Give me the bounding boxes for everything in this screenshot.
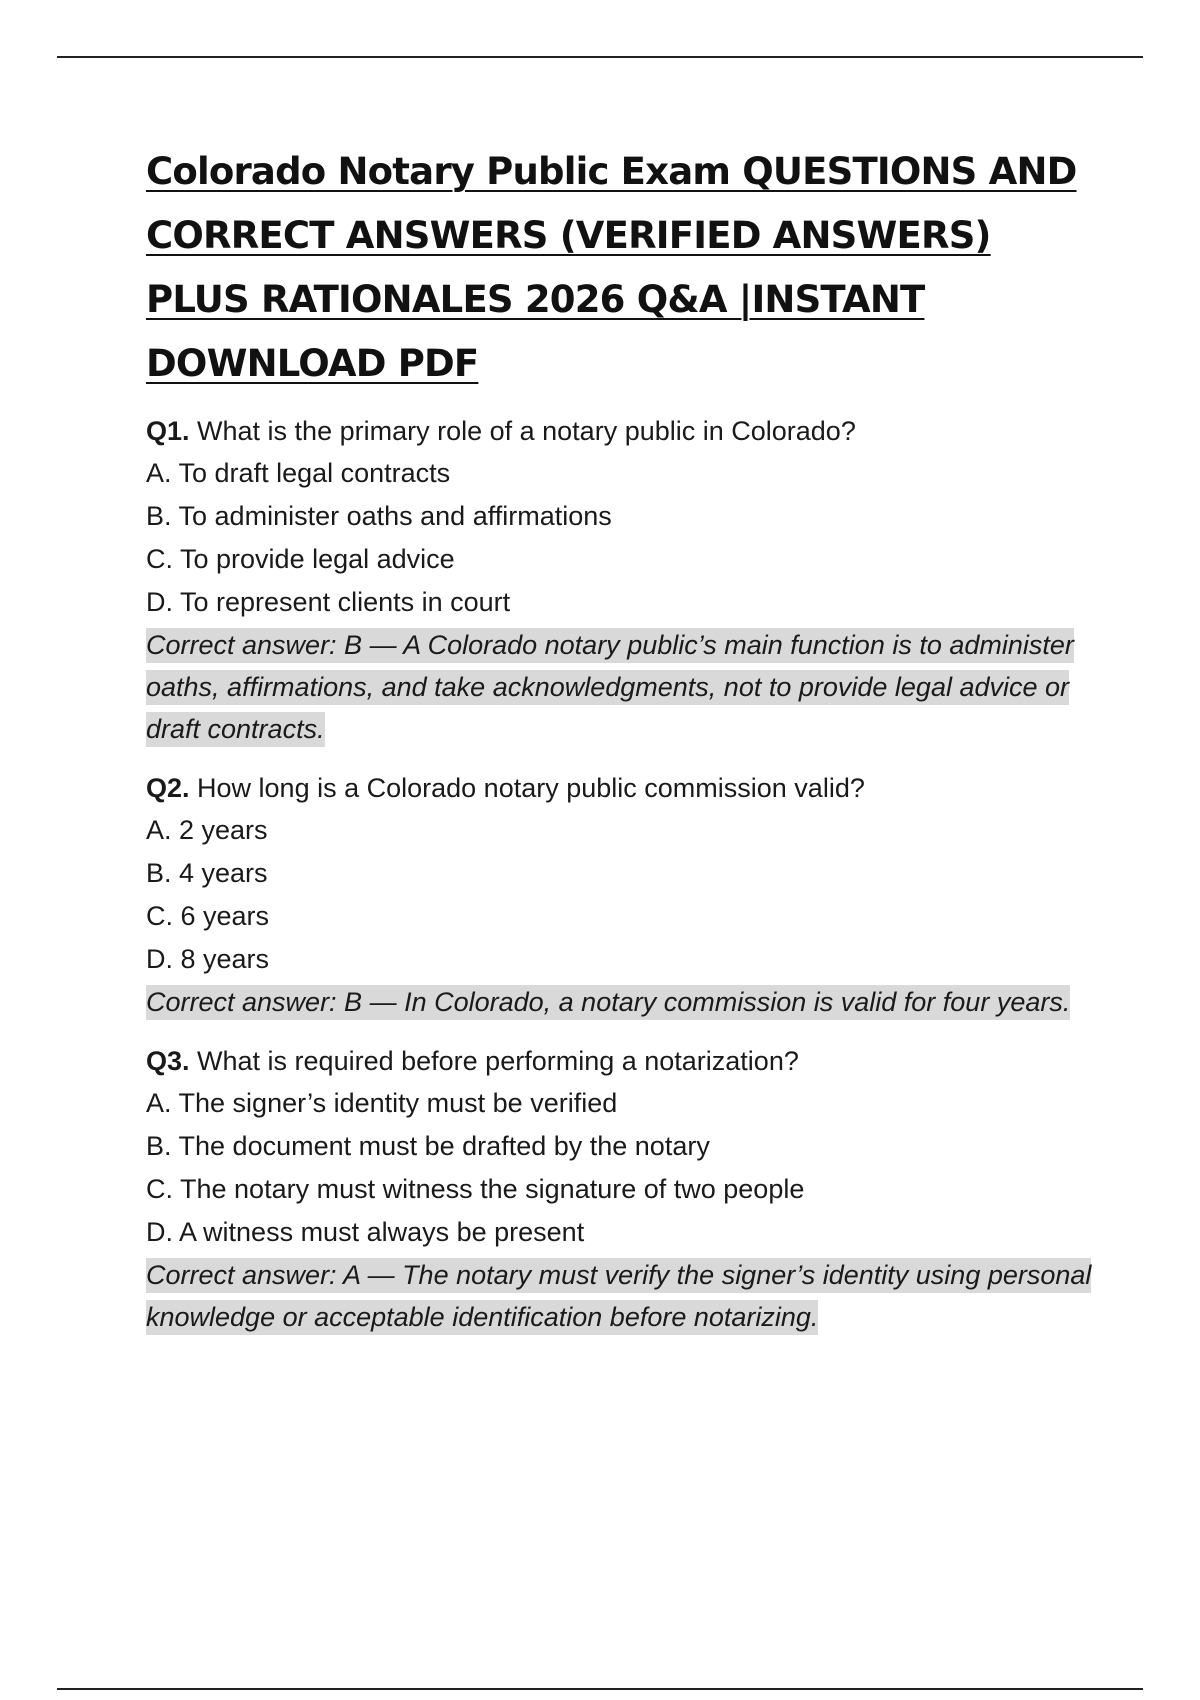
question-block-2 xyxy=(146,767,1096,1023)
option-a: A. To draft legal contracts xyxy=(146,458,451,488)
option-d: D. 8 years xyxy=(146,944,270,974)
question-number: Q3. xyxy=(146,1046,190,1076)
option-b: B. To administer oaths and affirmations xyxy=(146,501,612,531)
option-a: A. 2 years xyxy=(146,815,268,845)
option-b: B. 4 years xyxy=(146,858,268,888)
question-number: Q2. xyxy=(146,773,190,803)
option-d: D. A witness must always be present xyxy=(146,1217,585,1247)
option-c: C. 6 years xyxy=(146,901,270,931)
option-d: D. To represent clients in court xyxy=(146,587,511,617)
top-rule xyxy=(57,56,1143,58)
option-c: C. To provide legal advice xyxy=(146,544,455,574)
question-text: Q1. What is the primary role of a notary public in Colorado? xyxy=(146,416,856,446)
question-number: Q1. xyxy=(146,416,190,446)
answer-rationale: Correct answer: B — In Colorado, a notary commission is valid for four years. xyxy=(146,981,1096,1023)
answer-rationale: Correct answer: B — A Colorado notary public’s main function is to administer oaths, affirmations, and take acknowledgments, not to provide legal advice or draft contracts. xyxy=(146,624,1096,750)
question-text: Q3. What is required before performing a notarization? xyxy=(146,1046,799,1076)
document-title: Colorado Notary Public Exam QUESTIONS AND CORRECT ANSWERS (VERIFIED ANSWERS) PLUS RATIONALES 2026 Q&A |INSTANT DOWNLOAD PDF xyxy=(146,150,1077,385)
option-b: B. The document must be drafted by the notary xyxy=(146,1131,710,1161)
option-a: A. The signer’s identity must be verified xyxy=(146,1088,618,1118)
question-text: Q2. How long is a Colorado notary public commission valid? xyxy=(146,773,865,803)
bottom-rule xyxy=(57,1688,1143,1690)
document-body xyxy=(146,140,1096,1355)
answer-rationale: Correct answer: A — The notary must verify the signer’s identity using personal knowledge or acceptable identification before notarizing. xyxy=(146,1254,1096,1338)
question-block-1 xyxy=(146,410,1096,750)
question-block-3 xyxy=(146,1040,1096,1338)
option-c: C. The notary must witness the signature of two people xyxy=(146,1174,805,1204)
